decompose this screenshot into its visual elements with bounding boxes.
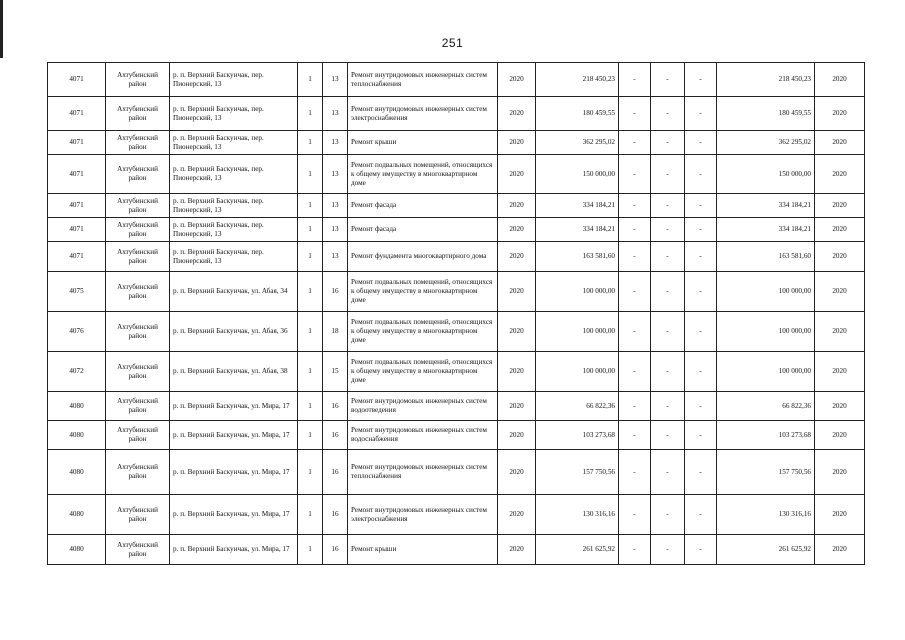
start-year: 2020 — [498, 63, 536, 97]
work-type: Ремонт подвальных помещений, относящихся к общему имуществу в многоквартирном доме — [348, 352, 498, 392]
dash-col-3: - — [685, 495, 717, 535]
dash-col-3: - — [685, 312, 717, 352]
start-year: 2020 — [498, 312, 536, 352]
district-name: Ахтубинский район — [106, 392, 170, 421]
end-year: 2020 — [815, 450, 865, 495]
number-col-2: 16 — [323, 421, 348, 450]
address: р. п. Верхний Баскунчак, ул. Абая, 38 — [170, 352, 298, 392]
object-code: 4071 — [48, 242, 106, 272]
start-year: 2020 — [498, 242, 536, 272]
total-value: 334 184,21 — [717, 194, 815, 218]
address: р. п. Верхний Баскунчак, пер. Пионерский, 13 — [170, 242, 298, 272]
start-year: 2020 — [498, 272, 536, 312]
address: р. п. Верхний Баскунчак, пер. Пионерский, 13 — [170, 155, 298, 194]
total-value: 130 316,16 — [717, 495, 815, 535]
number-col-2: 13 — [323, 131, 348, 155]
table-row — [48, 97, 865, 131]
cost-value: 334 184,21 — [536, 194, 619, 218]
district-name: Ахтубинский район — [106, 218, 170, 242]
number-col-1: 1 — [298, 495, 323, 535]
table-row — [48, 421, 865, 450]
number-col-1: 1 — [298, 242, 323, 272]
number-col-1: 1 — [298, 194, 323, 218]
end-year: 2020 — [815, 63, 865, 97]
number-col-1: 1 — [298, 272, 323, 312]
dash-col-2: - — [651, 155, 685, 194]
district-name: Ахтубинский район — [106, 535, 170, 565]
number-col-1: 1 — [298, 312, 323, 352]
object-code: 4072 — [48, 352, 106, 392]
table-row — [48, 242, 865, 272]
number-col-1: 1 — [298, 63, 323, 97]
address: р. п. Верхний Баскунчак, ул. Мира, 17 — [170, 495, 298, 535]
cost-value: 362 295,02 — [536, 131, 619, 155]
number-col-1: 1 — [298, 352, 323, 392]
end-year: 2020 — [815, 421, 865, 450]
dash-col-3: - — [685, 155, 717, 194]
total-value: 100 000,00 — [717, 312, 815, 352]
start-year: 2020 — [498, 450, 536, 495]
number-col-2: 15 — [323, 352, 348, 392]
work-type: Ремонт фасада — [348, 218, 498, 242]
dash-col-2: - — [651, 495, 685, 535]
start-year: 2020 — [498, 495, 536, 535]
address: р. п. Верхний Баскунчак, ул. Мира, 17 — [170, 392, 298, 421]
district-name: Ахтубинский район — [106, 352, 170, 392]
cost-value: 218 450,23 — [536, 63, 619, 97]
table-row — [48, 272, 865, 312]
end-year: 2020 — [815, 312, 865, 352]
dash-col-3: - — [685, 242, 717, 272]
address: р. п. Верхний Баскунчак, ул. Мира, 17 — [170, 421, 298, 450]
dash-col-2: - — [651, 63, 685, 97]
end-year: 2020 — [815, 495, 865, 535]
dash-col-1: - — [619, 392, 651, 421]
work-type: Ремонт подвальных помещений, относящихся к общему имуществу в многоквартирном доме — [348, 272, 498, 312]
dash-col-1: - — [619, 272, 651, 312]
dash-col-2: - — [651, 450, 685, 495]
dash-col-1: - — [619, 535, 651, 565]
total-value: 150 000,00 — [717, 155, 815, 194]
total-value: 163 581,60 — [717, 242, 815, 272]
dash-col-3: - — [685, 421, 717, 450]
dash-col-3: - — [685, 392, 717, 421]
district-name: Ахтубинский район — [106, 272, 170, 312]
dash-col-2: - — [651, 392, 685, 421]
end-year: 2020 — [815, 131, 865, 155]
dash-col-3: - — [685, 352, 717, 392]
end-year: 2020 — [815, 535, 865, 565]
dash-col-3: - — [685, 194, 717, 218]
object-code: 4071 — [48, 218, 106, 242]
address: р. п. Верхний Баскунчак, пер. Пионерский, 13 — [170, 63, 298, 97]
number-col-1: 1 — [298, 450, 323, 495]
total-value: 180 459,55 — [717, 97, 815, 131]
cost-value: 100 000,00 — [536, 272, 619, 312]
end-year: 2020 — [815, 155, 865, 194]
district-name: Ахтубинский район — [106, 63, 170, 97]
dash-col-1: - — [619, 495, 651, 535]
start-year: 2020 — [498, 392, 536, 421]
dash-col-3: - — [685, 63, 717, 97]
dash-col-1: - — [619, 155, 651, 194]
number-col-2: 18 — [323, 312, 348, 352]
total-value: 157 750,56 — [717, 450, 815, 495]
work-type: Ремонт фундамента многоквартирного дома — [348, 242, 498, 272]
work-type: Ремонт внутридомовых инженерных систем электроснабжения — [348, 495, 498, 535]
dash-col-1: - — [619, 97, 651, 131]
address: р. п. Верхний Баскунчак, ул. Абая, 36 — [170, 312, 298, 352]
number-col-2: 13 — [323, 97, 348, 131]
cost-value: 180 459,55 — [536, 97, 619, 131]
number-col-2: 13 — [323, 218, 348, 242]
dash-col-2: - — [651, 242, 685, 272]
object-code: 4076 — [48, 312, 106, 352]
object-code: 4071 — [48, 155, 106, 194]
total-value: 100 000,00 — [717, 352, 815, 392]
dash-col-2: - — [651, 218, 685, 242]
dash-col-2: - — [651, 194, 685, 218]
work-type: Ремонт внутридомовых инженерных систем электроснабжения — [348, 97, 498, 131]
dash-col-2: - — [651, 272, 685, 312]
object-code: 4080 — [48, 450, 106, 495]
object-code: 4080 — [48, 392, 106, 421]
table-row — [48, 63, 865, 97]
dash-col-2: - — [651, 97, 685, 131]
number-col-1: 1 — [298, 392, 323, 421]
start-year: 2020 — [498, 155, 536, 194]
repair-schedule-table — [47, 62, 865, 565]
work-type: Ремонт крыши — [348, 131, 498, 155]
start-year: 2020 — [498, 421, 536, 450]
dash-col-3: - — [685, 272, 717, 312]
total-value: 362 295,02 — [717, 131, 815, 155]
start-year: 2020 — [498, 218, 536, 242]
start-year: 2020 — [498, 131, 536, 155]
number-col-2: 13 — [323, 194, 348, 218]
object-code: 4071 — [48, 131, 106, 155]
dash-col-2: - — [651, 535, 685, 565]
number-col-1: 1 — [298, 131, 323, 155]
cost-value: 130 316,16 — [536, 495, 619, 535]
work-type: Ремонт подвальных помещений, относящихся к общему имуществу в многоквартирном доме — [348, 312, 498, 352]
dash-col-2: - — [651, 131, 685, 155]
dash-col-1: - — [619, 194, 651, 218]
dash-col-1: - — [619, 242, 651, 272]
work-type: Ремонт фасада — [348, 194, 498, 218]
start-year: 2020 — [498, 194, 536, 218]
table-row — [48, 450, 865, 495]
dash-col-1: - — [619, 421, 651, 450]
cost-value: 163 581,60 — [536, 242, 619, 272]
cost-value: 100 000,00 — [536, 312, 619, 352]
dash-col-2: - — [651, 421, 685, 450]
dash-col-1: - — [619, 312, 651, 352]
address: р. п. Верхний Баскунчак, ул. Мира, 17 — [170, 450, 298, 495]
dash-col-1: - — [619, 131, 651, 155]
work-type: Ремонт внутридомовых инженерных систем водоснабжения — [348, 421, 498, 450]
cost-value: 66 822,36 — [536, 392, 619, 421]
district-name: Ахтубинский район — [106, 131, 170, 155]
district-name: Ахтубинский район — [106, 312, 170, 352]
table-row — [48, 352, 865, 392]
cost-value: 157 750,56 — [536, 450, 619, 495]
number-col-2: 13 — [323, 242, 348, 272]
table-row — [48, 392, 865, 421]
address: р. п. Верхний Баскунчак, пер. Пионерский, 13 — [170, 218, 298, 242]
district-name: Ахтубинский район — [106, 242, 170, 272]
number-col-2: 16 — [323, 450, 348, 495]
dash-col-3: - — [685, 218, 717, 242]
district-name: Ахтубинский район — [106, 421, 170, 450]
object-code: 4080 — [48, 495, 106, 535]
address: р. п. Верхний Баскунчак, ул. Абая, 34 — [170, 272, 298, 312]
dash-col-3: - — [685, 535, 717, 565]
table-row — [48, 535, 865, 565]
start-year: 2020 — [498, 352, 536, 392]
number-col-2: 13 — [323, 63, 348, 97]
number-col-1: 1 — [298, 155, 323, 194]
dash-col-3: - — [685, 97, 717, 131]
number-col-2: 16 — [323, 495, 348, 535]
number-col-2: 16 — [323, 535, 348, 565]
address: р. п. Верхний Баскунчак, пер. Пионерский, 13 — [170, 131, 298, 155]
object-code: 4080 — [48, 421, 106, 450]
end-year: 2020 — [815, 392, 865, 421]
district-name: Ахтубинский район — [106, 450, 170, 495]
number-col-1: 1 — [298, 535, 323, 565]
start-year: 2020 — [498, 97, 536, 131]
dash-col-1: - — [619, 218, 651, 242]
cost-value: 100 000,00 — [536, 352, 619, 392]
district-name: Ахтубинский район — [106, 194, 170, 218]
end-year: 2020 — [815, 242, 865, 272]
total-value: 66 822,36 — [717, 392, 815, 421]
number-col-2: 16 — [323, 392, 348, 421]
dash-col-1: - — [619, 352, 651, 392]
dash-col-2: - — [651, 352, 685, 392]
number-col-1: 1 — [298, 97, 323, 131]
end-year: 2020 — [815, 97, 865, 131]
table-row — [48, 495, 865, 535]
object-code: 4071 — [48, 97, 106, 131]
start-year: 2020 — [498, 535, 536, 565]
total-value: 334 184,21 — [717, 218, 815, 242]
table-row — [48, 155, 865, 194]
end-year: 2020 — [815, 194, 865, 218]
dash-col-3: - — [685, 450, 717, 495]
cost-value: 261 625,92 — [536, 535, 619, 565]
cost-value: 150 000,00 — [536, 155, 619, 194]
work-type: Ремонт внутридомовых инженерных систем теплоснабжения — [348, 63, 498, 97]
cost-value: 334 184,21 — [536, 218, 619, 242]
dash-col-1: - — [619, 63, 651, 97]
total-value: 103 273,68 — [717, 421, 815, 450]
dash-col-3: - — [685, 131, 717, 155]
object-code: 4075 — [48, 272, 106, 312]
total-value: 261 625,92 — [717, 535, 815, 565]
number-col-1: 1 — [298, 421, 323, 450]
cost-value: 103 273,68 — [536, 421, 619, 450]
end-year: 2020 — [815, 272, 865, 312]
number-col-2: 13 — [323, 155, 348, 194]
page-number: 251 — [441, 36, 464, 50]
object-code: 4071 — [48, 63, 106, 97]
table-row — [48, 312, 865, 352]
work-type: Ремонт внутридомовых инженерных систем водоотведения — [348, 392, 498, 421]
object-code: 4071 — [48, 194, 106, 218]
address: р. п. Верхний Баскунчак, пер. Пионерский, 13 — [170, 97, 298, 131]
number-col-2: 16 — [323, 272, 348, 312]
object-code: 4080 — [48, 535, 106, 565]
total-value: 100 000,00 — [717, 272, 815, 312]
total-value: 218 450,23 — [717, 63, 815, 97]
work-type: Ремонт подвальных помещений, относящихся к общему имуществу в многоквартирном доме — [348, 155, 498, 194]
address: р. п. Верхний Баскунчак, пер. Пионерский, 13 — [170, 194, 298, 218]
district-name: Ахтубинский район — [106, 495, 170, 535]
address: р. п. Верхний Баскунчак, ул. Мира, 17 — [170, 535, 298, 565]
table-row — [48, 218, 865, 242]
district-name: Ахтубинский район — [106, 97, 170, 131]
work-type: Ремонт крыши — [348, 535, 498, 565]
table-row — [48, 194, 865, 218]
number-col-1: 1 — [298, 218, 323, 242]
work-type: Ремонт внутридомовых инженерных систем теплоснабжения — [348, 450, 498, 495]
end-year: 2020 — [815, 352, 865, 392]
district-name: Ахтубинский район — [106, 155, 170, 194]
table-row — [48, 131, 865, 155]
dash-col-2: - — [651, 312, 685, 352]
dash-col-1: - — [619, 450, 651, 495]
end-year: 2020 — [815, 218, 865, 242]
